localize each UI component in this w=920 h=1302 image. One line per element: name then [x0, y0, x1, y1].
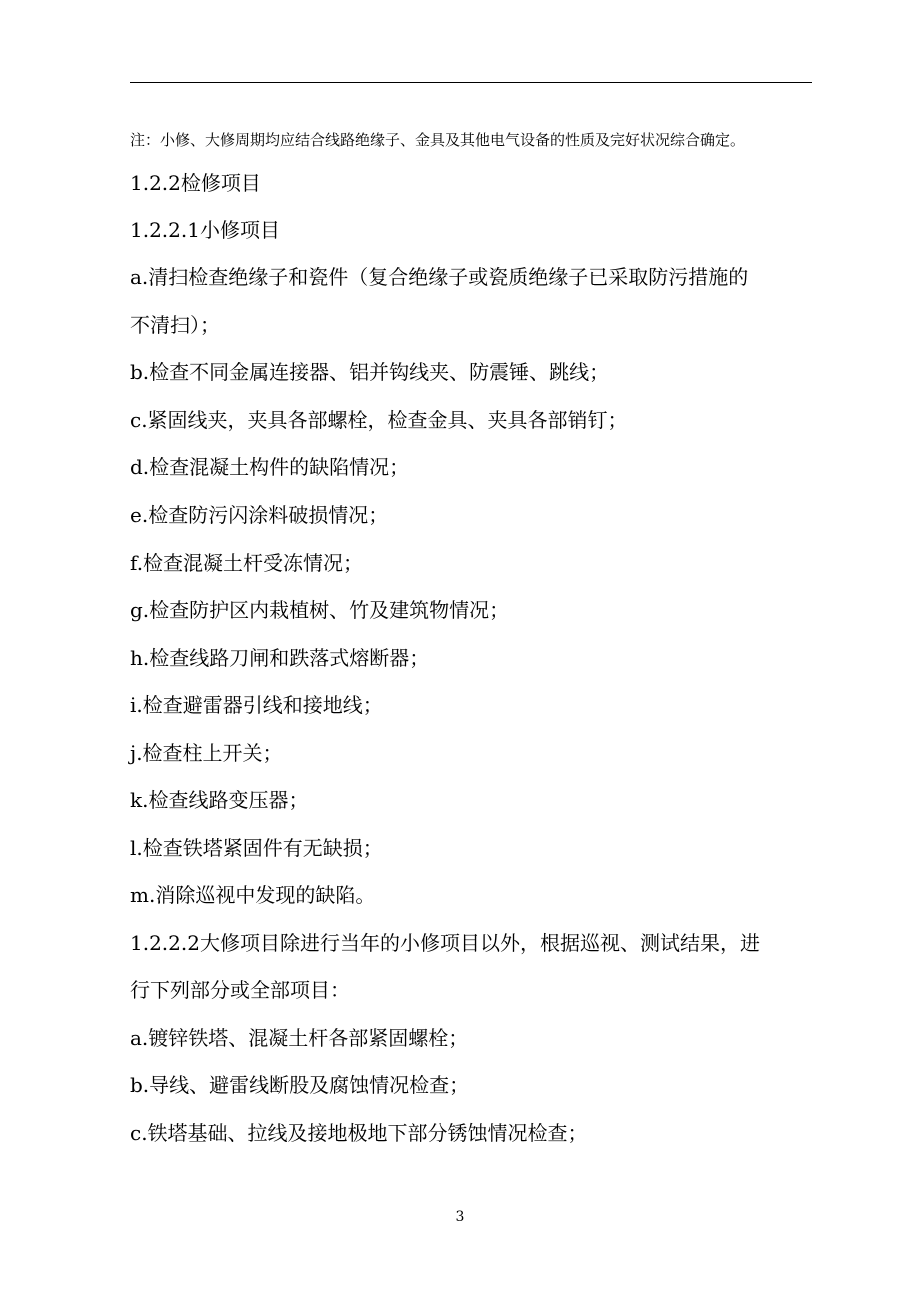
major-item-b: b.导线、避雷线断股及腐蚀情况检查；: [130, 1073, 470, 1097]
minor-item-b: b.检查不同金属连接器、铝并钩线夹、防震锤、跳线；: [130, 360, 610, 384]
page-number: 3: [455, 1209, 465, 1225]
minor-item-a: a.清扫检查绝缘子和瓷件（复合绝缘子或瓷质绝缘子已采取防污措施的: [130, 265, 749, 289]
major-repair-heading-continued: 行下列部分或全部项目：: [130, 978, 350, 1002]
minor-item-h: h.检查线路刀闸和跌落式熔断器；: [130, 646, 430, 670]
note-text: 注：小修、大修周期均应结合线路绝缘子、金具及其他电气设备的性质及完好状况综合确定。: [130, 131, 746, 149]
minor-item-k: k.检查线路变压器；: [130, 788, 309, 812]
minor-item-m: m.消除巡视中发现的缺陷。: [130, 883, 376, 907]
minor-item-d: d.检查混凝土构件的缺陷情况；: [130, 455, 410, 479]
major-repair-heading: 1.2.2.2大修项目除进行当年的小修项目以外，根据巡视、测试结果，进: [130, 931, 760, 955]
minor-item-a-continued: 不清扫）；: [130, 313, 220, 337]
minor-item-g: g.检查防护区内栽植树、竹及建筑物情况；: [130, 598, 510, 622]
major-item-c: c.铁塔基础、拉线及接地极地下部分锈蚀情况检查；: [130, 1121, 588, 1145]
minor-item-l: l.检查铁塔紧固件有无缺损；: [130, 836, 383, 860]
minor-item-e: e.检查防污闪涂料破损情况；: [130, 503, 389, 527]
minor-repair-heading: 1.2.2.1小修项目: [130, 218, 280, 242]
section-heading: 1.2.2检修项目: [130, 171, 261, 195]
major-item-a: a.镀锌铁塔、混凝土杆各部紧固螺栓；: [130, 1026, 469, 1050]
minor-item-i: i.检查避雷器引线和接地线；: [130, 693, 383, 717]
header-rule: [130, 82, 812, 83]
minor-item-f: f.检查混凝土杆受冻情况；: [130, 551, 364, 575]
minor-item-j: j.检查柱上开关；: [130, 741, 283, 765]
minor-item-c: c.紧固线夹，夹具各部螺栓，检查金具、夹具各部销钉；: [130, 408, 628, 432]
